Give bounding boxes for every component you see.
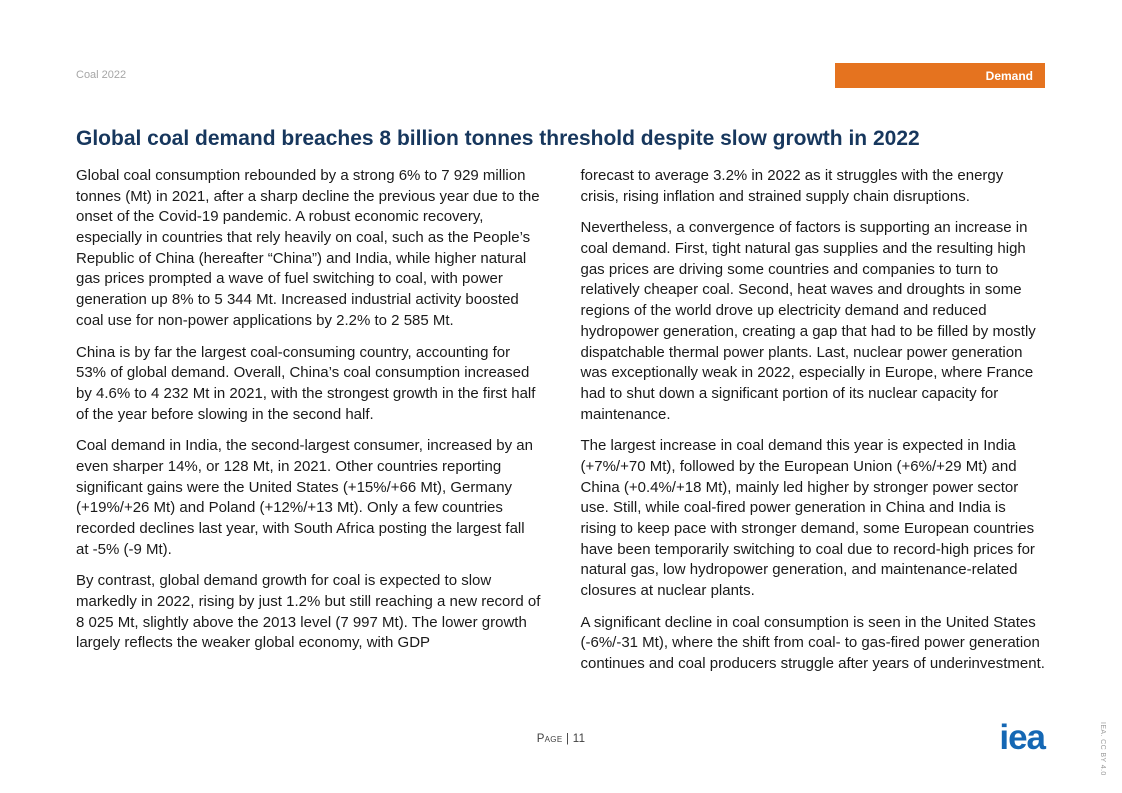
paragraph: Coal demand in India, the second-largest consumer, increased by an even sharper 14%, or 128 Mt, in 2021. Other countries reporting significant gains were the United States (+15%/+66 Mt), Germany (+19%/+26 Mt) and Poland (+12%/+13 Mt). Only a few countries recorded declines last year, with South Africa posting the largest fall at -5% (-9 Mt). — [76, 437, 533, 558]
paragraph: forecast to average 3.2% in 2022 as it struggles with the energy crisis, rising inflation and strained supply chain disruptions. — [580, 167, 1004, 205]
section-banner-label: Demand — [985, 68, 1033, 83]
page-title: Global coal demand breaches 8 billion tonnes threshold despite slow growth in 2022 — [76, 127, 920, 150]
section-banner — [835, 63, 1045, 88]
report-title: Coal 2022 — [76, 69, 127, 81]
copyright-vertical-note: IEA. CC BY 4.0 — [1099, 722, 1106, 776]
paragraph: Global coal consumption rebounded by a strong 6% to 7 929 million tonnes (Mt) in 2021, after a sharp decline the previous year due to the onset of the Covid-19 pandemic. A robust economic recovery, especially in countries that rely heavily on coal, such as the People’s Republic of China (hereafter “China”) and India, while higher natural gas prices prompted a wave of fuel switching to coal, with power generation up 8% to 5 344 Mt. Increased industrial activity boosted coal use for non-power applications by 2.2% to 2 585 Mt. — [76, 167, 540, 329]
iea-logo: iea — [999, 718, 1045, 757]
paragraph: Nevertheless, a convergence of factors is supporting an increase in coal demand. First, tight natural gas supplies and the resulting high gas prices are driving some countries and companies to turn to relatively cheaper coal. Second, heat waves and droughts in some regions of the world drove up electricity demand and reduced hydropower generation, creating a gap that had to be filled by mostly dispatchable thermal power plants. Last, nuclear power generation was exceptionally weak in 2022, especially in Europe, where France had to shut down a significant portion of its nuclear capacity for maintenance. — [580, 219, 1036, 423]
paragraph: A significant decline in coal consumption is seen in the United States (-6%/-31 Mt), where the shift from coal- to gas-fired power generation continues and coal producers struggle after years of underinvestment. — [580, 613, 1045, 673]
paragraph: The largest increase in coal demand this year is expected in India (+7%/+70 Mt), followed by the European Union (+6%/+29 Mt) and China (+0.4%/+18 Mt), mainly led higher by stronger power sector use. Still, while coal-fired power generation in China and India is rising to keep pace with stronger demand, some European countries have been temporarily switching to coal due to record-high prices for natural gas, low hydropower generation, and maintenance-related closures at nuclear plants. — [580, 437, 1035, 600]
body-columns — [76, 166, 1045, 686]
paragraph: China is by far the largest coal-consuming country, accounting for 53% of global demand. Overall, China’s coal consumption increased by 4.6% to 4 232 Mt in 2021, with the strongest growth in the first half of the year before slowing in the second half. — [76, 343, 536, 423]
right-column — [581, 166, 1046, 686]
page-number: Page | 11 — [536, 733, 586, 745]
paragraph: By contrast, global demand growth for coal is expected to slow markedly in 2022, rising by just 1.2% but still reaching a new record of 8 025 Mt, slightly above the 2013 level (7 997 Mt). The lower growth largely reflects the weaker global economy, with GDP — [76, 572, 541, 652]
left-column — [76, 166, 541, 686]
